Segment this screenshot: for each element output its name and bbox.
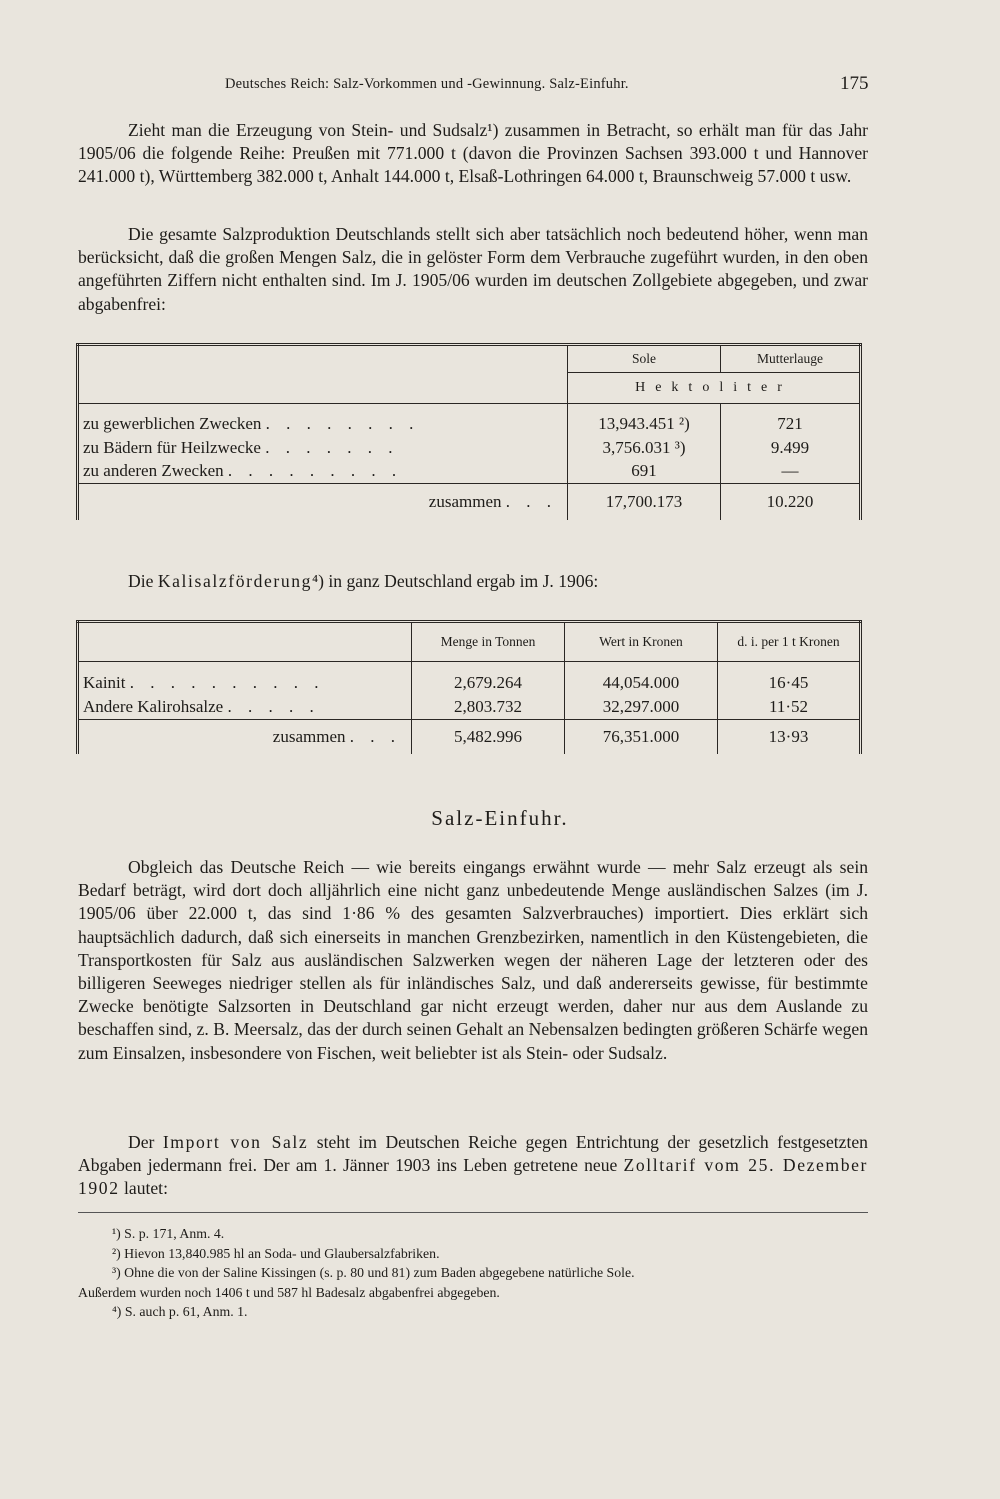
footnotes bbox=[78, 1224, 878, 1322]
table-row bbox=[78, 404, 861, 437]
cell-per-ton: 11·52 bbox=[718, 696, 861, 720]
leader-dots: . . . . . . . . bbox=[265, 414, 420, 434]
total-sole: 17,700.173 bbox=[568, 483, 721, 520]
total-label: zusammen bbox=[272, 726, 346, 746]
paragraph-dissolved-salt: Die gesamte Salzproduktion Deutschlands stellt sich aber tatsächlich noch bedeutend höher, wenn man berücksicht, daß die großen Mengen Salz, die in gelöster Form dem Verbrauche zugeführt wurden, in den oben angeführten Ziffern nicht enthalten sind. Im J. 1905/06 wurden im deutschen Zollgebiete abgegeben, und zwar abgabenfrei: bbox=[78, 224, 868, 314]
cell-mutterlauge: 9.499 bbox=[721, 437, 861, 460]
row-label: zu Bädern für Heilzwecke bbox=[83, 438, 261, 457]
text-run: ⁴) in ganz Deutschland ergab im J. 1906: bbox=[312, 571, 599, 591]
leader-dots: . . . bbox=[505, 491, 557, 511]
emphasis-kalisalzfoerderung: Kalisalzförderung bbox=[157, 571, 313, 591]
total-per-ton: 13·93 bbox=[718, 719, 861, 754]
table-total-row bbox=[78, 483, 861, 520]
leader-dots: . . . . . . . bbox=[265, 438, 399, 457]
row-label: zu anderen Zwecken bbox=[83, 461, 224, 480]
total-label: zusammen bbox=[428, 491, 502, 511]
paragraph-customs-tariff bbox=[78, 1131, 868, 1201]
table-row bbox=[78, 696, 861, 720]
brine-table bbox=[76, 343, 862, 520]
footnote-4: ⁴) S. auch p. 61, Anm. 1. bbox=[112, 1304, 248, 1319]
cell-menge: 2,679.264 bbox=[412, 662, 565, 696]
total-mutterlauge: 10.220 bbox=[721, 483, 861, 520]
header-sole: Sole bbox=[568, 345, 721, 373]
row-label: Andere Kalirohsalze bbox=[83, 697, 224, 716]
header-mutterlauge: Mutterlauge bbox=[721, 345, 861, 373]
footnote-1: ¹) S. p. 171, Anm. 4. bbox=[112, 1226, 225, 1241]
cell-wert: 44,054.000 bbox=[565, 662, 718, 696]
paragraph-production-by-state: Zieht man die Erzeugung von Stein- und Sudsalz¹) zusammen in Betracht, so erhält man für das Jahr 1905/06 die folgende Reihe: Preußen mit 771.000 t (davon die Provinzen Sachsen 393.000 t und Hannover 241.000 t), Württemberg 382.000 t, Anhalt 144.000 t, Elsaß-Lothringen 64.000 t, Braunschweig 57.000 t usw. bbox=[78, 120, 868, 187]
cell-mutterlauge: 721 bbox=[721, 404, 861, 437]
table-row bbox=[78, 460, 861, 484]
text-run: Der bbox=[128, 1132, 163, 1152]
text-run: lautet: bbox=[119, 1178, 168, 1199]
footnote-divider bbox=[78, 1212, 868, 1213]
text-run: steht im Deutschen Reiche gegen Entrichtung der gesetzlich festgesetzten Abgaben jedermann frei. Der am 1. Jänner 1903 ins Leben getretene neue bbox=[78, 1132, 868, 1176]
header-per-ton: d. i. per 1 t Kronen bbox=[718, 622, 861, 662]
cell-mutterlauge: — bbox=[721, 460, 861, 484]
leader-dots: . . . . . . . . . bbox=[227, 461, 403, 480]
total-menge: 5,482.996 bbox=[412, 719, 565, 754]
table-total-row bbox=[78, 719, 861, 754]
footnote-3: ³) Ohne die von der Saline Kissingen (s. p. 80 und 81) zum Baden abgegebene natürliche Sole. bbox=[112, 1265, 635, 1280]
section-title: Salz-Einfuhr. bbox=[431, 806, 569, 830]
cell-per-ton: 16·45 bbox=[718, 662, 861, 696]
table-row bbox=[78, 437, 861, 460]
emphasis-import: Import von Salz bbox=[162, 1132, 309, 1152]
total-wert: 76,351.000 bbox=[565, 719, 718, 754]
leader-dots: . . . . . . . . . . bbox=[129, 672, 325, 692]
leader-dots: . . . bbox=[349, 726, 401, 746]
potash-table bbox=[76, 620, 862, 754]
footnote-3-continued: Außerdem wurden noch 1406 t und 587 hl Badesalz abgabenfrei abgegeben. bbox=[78, 1284, 500, 1300]
header-wert: Wert in Kronen bbox=[565, 622, 718, 662]
paragraph-potash-intro bbox=[78, 570, 868, 593]
cell-sole: 3,756.031 ³) bbox=[568, 437, 721, 460]
footnote-2: ²) Hievon 13,840.985 hl an Soda- und Glaubersalzfabriken. bbox=[112, 1245, 440, 1261]
paragraph-salt-import-reasons: Obgleich das Deutsche Reich — wie bereits eingangs erwähnt wurde — mehr Salz erzeugt als sein Bedarf beträgt, wird dort doch alljährlich eine nicht ganz unbedeutende Menge ausländischen Salzes (im J. 1905/06 über 22.000 t, das sind 1·86 % des gesamten Salzverbrauches) importiert. Dies erklärt sich hauptsächlich dadurch, daß sich einerseits in manchen Grenzbezirken, namentlich in den Küstengebieten, die Transportkosten für Salz aus ausländischen Salzwerken wegen der näheren Lage der letzteren oder des billigeren Seeweges niedriger stellen als für inländisches Salz, und daß andererseits gewisse, für bestimmte Zwecke benötigte Salzsorten in Deutschland gar nicht erzeugt werden, daher nur aus dem Auslande zu beschaffen sind, z. B. Meersalz, das der durch seinen Gehalt an Nebensalzen bedingten größeren Schärfe wegen zum Einsalzen, insbesondere von Fischen, weit beliebter ist als Stein- oder Sudsalz. bbox=[78, 857, 868, 1063]
table-row bbox=[78, 662, 861, 696]
cell-sole: 691 bbox=[568, 460, 721, 484]
row-label: Kainit bbox=[83, 672, 126, 692]
text-run: Die bbox=[128, 571, 158, 591]
header-menge: Menge in Tonnen bbox=[412, 622, 565, 662]
row-label: zu gewerblichen Zwecken bbox=[83, 414, 262, 434]
emphasis-zolltarif: Zolltarif vom 25. Dezember 1902 bbox=[78, 1155, 868, 1199]
cell-menge: 2,803.732 bbox=[412, 696, 565, 720]
header-unit: Hektoliter bbox=[568, 373, 861, 404]
running-head bbox=[0, 73, 1000, 100]
leader-dots: . . . . . bbox=[227, 697, 320, 716]
cell-wert: 32,297.000 bbox=[565, 696, 718, 720]
page-number: 175 bbox=[840, 73, 869, 94]
running-head-title: Deutsches Reich: Salz-Vorkommen und -Gewinnung. Salz-Einfuhr. bbox=[225, 76, 629, 92]
cell-sole: 13,943.451 ²) bbox=[568, 404, 721, 437]
